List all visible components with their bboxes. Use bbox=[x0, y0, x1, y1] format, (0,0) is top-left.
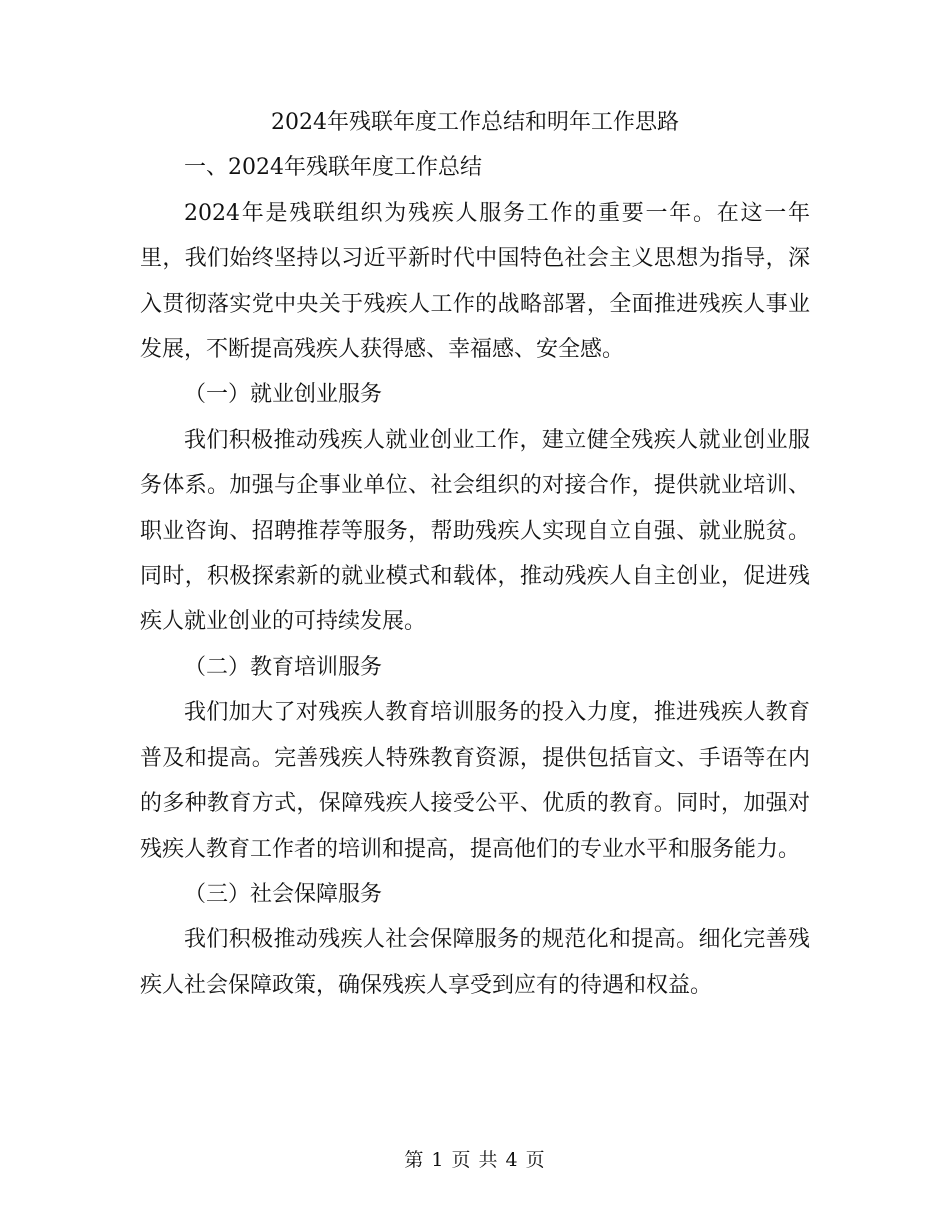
subsection-paragraph-education: 我们加大了对残疾人教育培训服务的投入力度，推进残疾人教育普及和提高。完善残疾人特殊教育资源，提供包括盲文、手语等在内的多种教育方式，保障残疾人接受公平、优质的教育。同时，加强对残疾人教育工作者的培训和提高，提高他们的专业水平和服务能力。 bbox=[140, 700, 810, 862]
section-heading: 一、2024年残联年度工作总结 bbox=[184, 155, 482, 181]
subsection-heading-social-security: （三）社会保障服务 bbox=[184, 881, 383, 907]
document-body bbox=[140, 100, 810, 1008]
document-title: 2024年残联年度工作总结和明年工作思路 bbox=[271, 110, 679, 135]
subsection-heading-employment: （一）就业创业服务 bbox=[184, 382, 383, 408]
subsection-heading-education: （二）教育培训服务 bbox=[184, 654, 383, 680]
subsection-paragraph-social-security: 我们积极推动残疾人社会保障服务的规范化和提高。细化完善残疾人社会保障政策，确保残疾人享受到应有的待遇和权益。 bbox=[140, 927, 810, 998]
subsection-paragraph-employment: 我们积极推动残疾人就业创业工作，建立健全残疾人就业创业服务体系。加强与企事业单位、社会组织的对接合作，提供就业培训、职业咨询、招聘推荐等服务，帮助残疾人实现自立自强、就业脱贫。同时，积极探索新的就业模式和载体，推动残疾人自主创业，促进残疾人就业创业的可持续发展。 bbox=[140, 427, 810, 635]
intro-paragraph: 2024年是残联组织为残疾人服务工作的重要一年。在这一年里，我们始终坚持以习近平新时代中国特色社会主义思想为指导，深入贯彻落实党中央关于残疾人工作的战略部署，全面推进残疾人事业发展，不断提高残疾人获得感、幸福感、安全感。 bbox=[140, 200, 810, 363]
page-indicator: 第 1 页 共 4 页 bbox=[404, 1149, 546, 1171]
